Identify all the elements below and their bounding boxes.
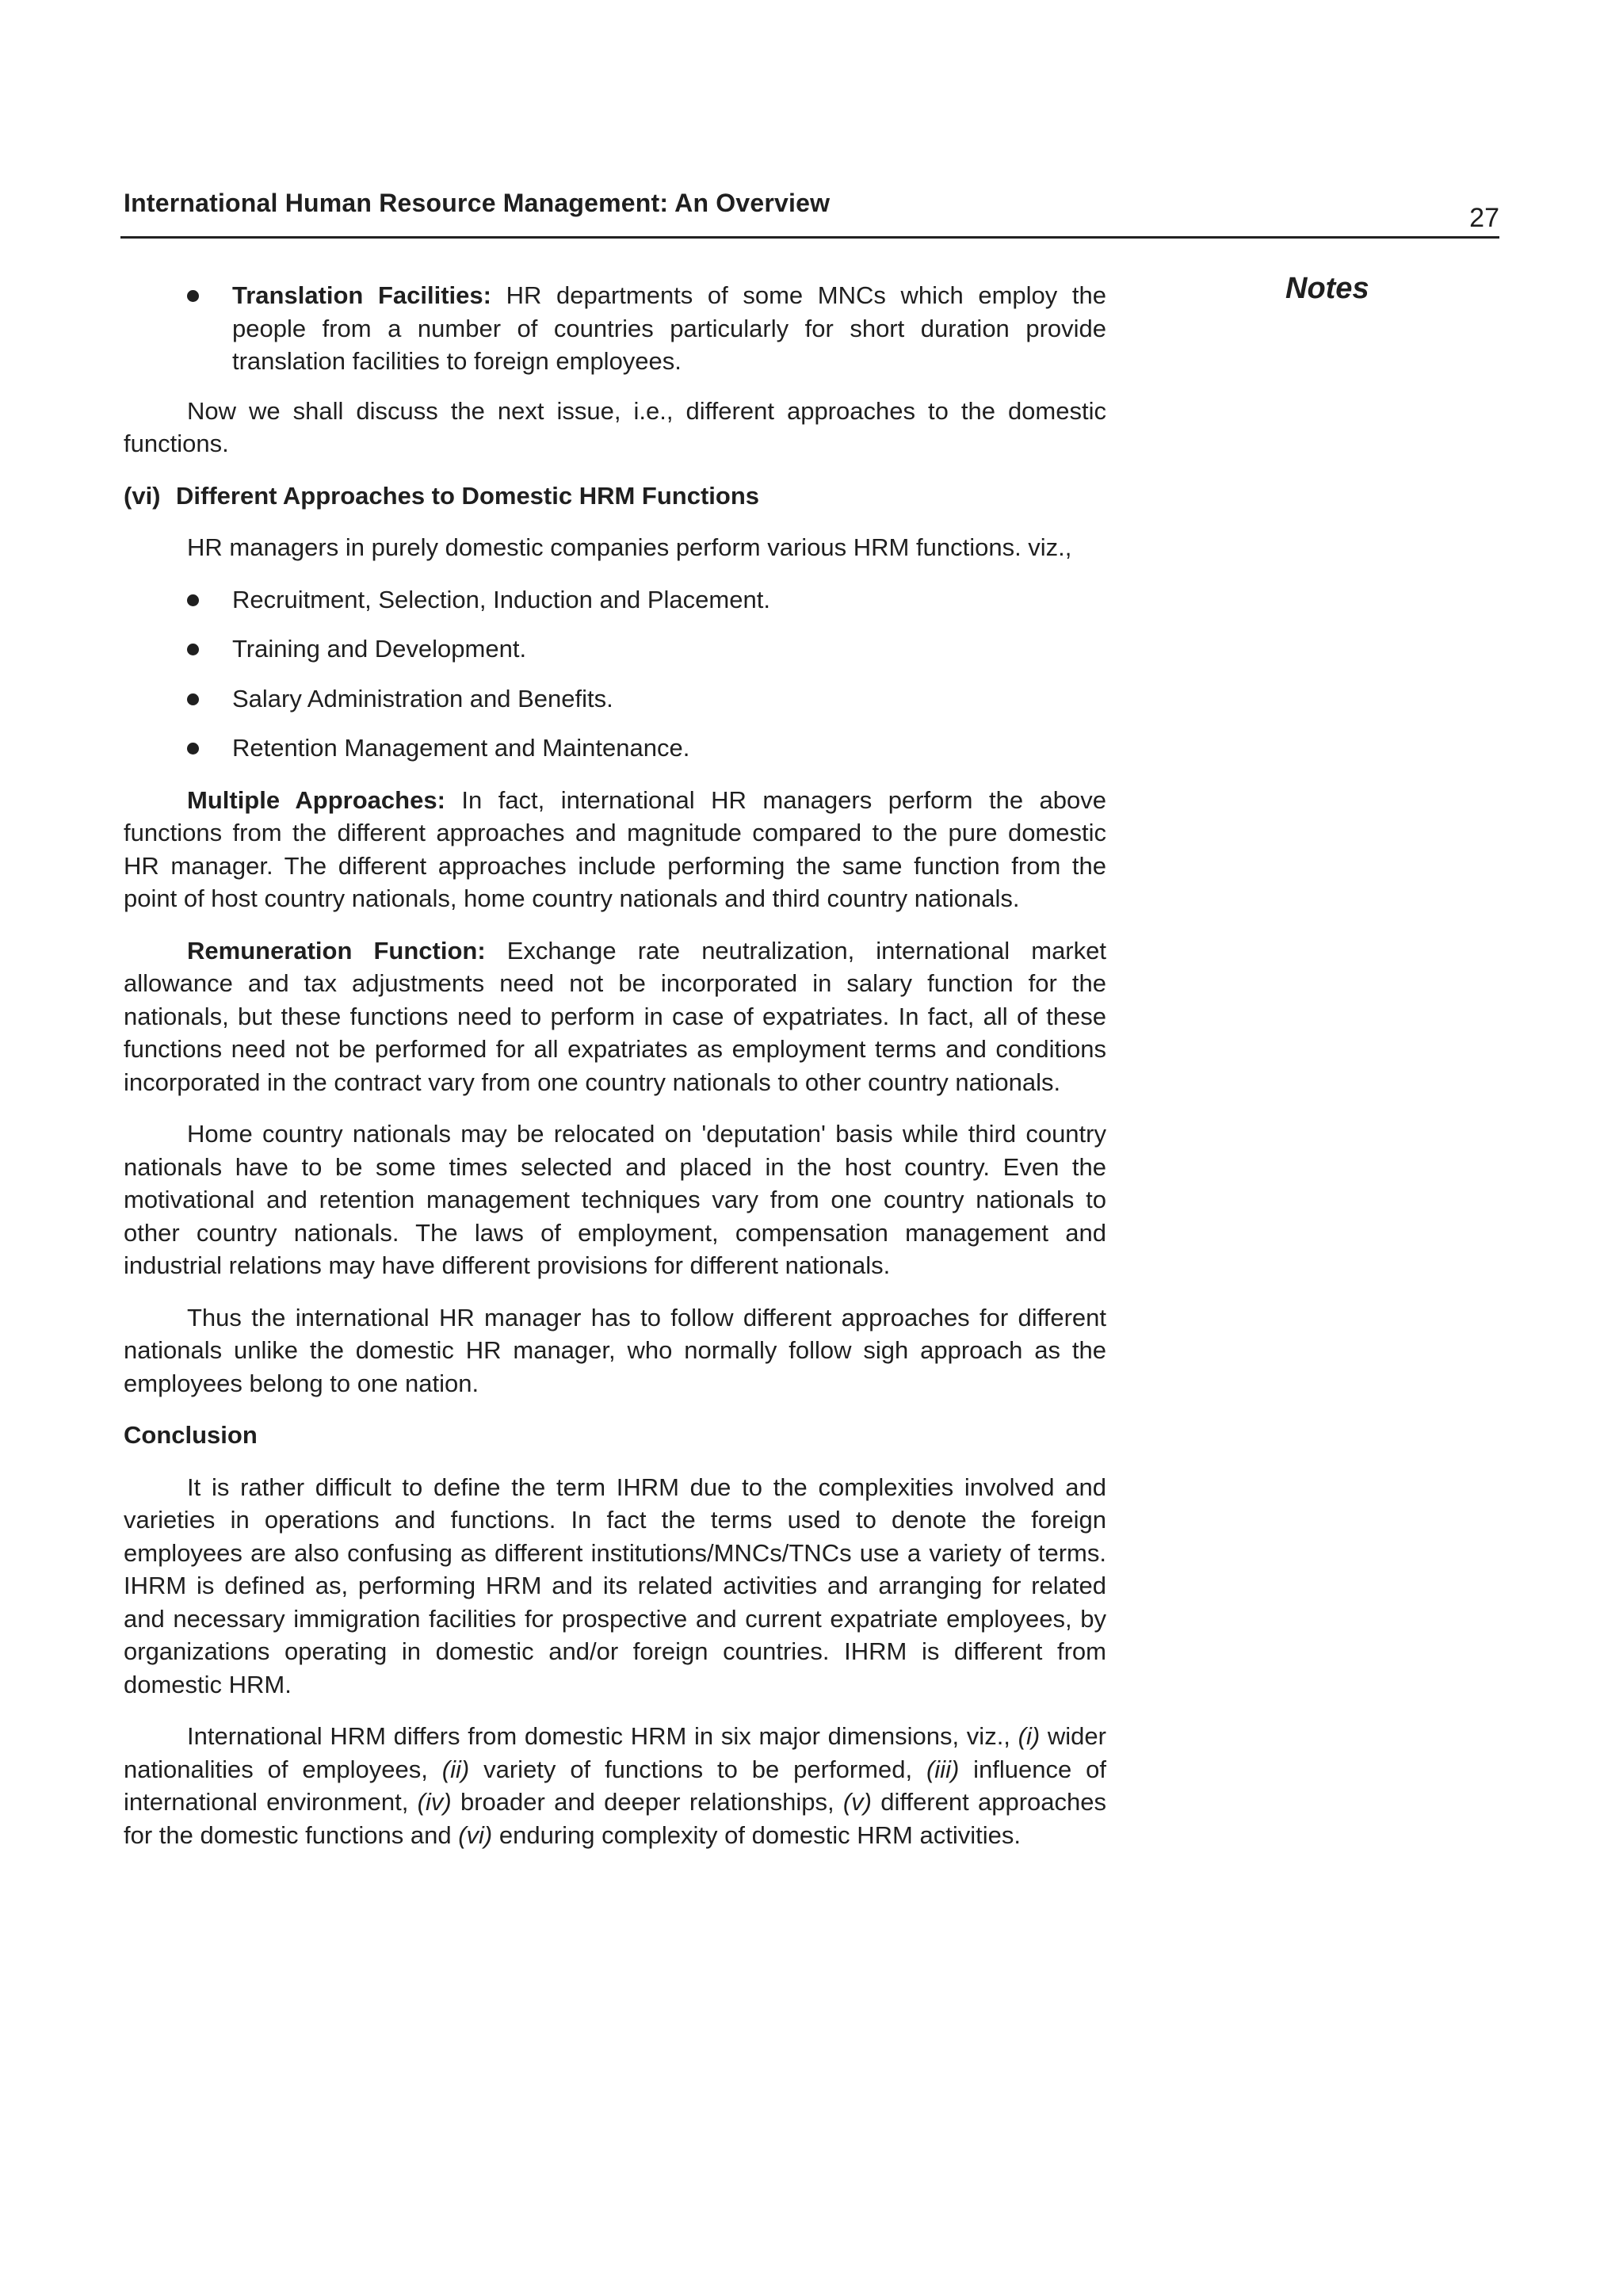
paragraph-multiple-approaches [124,784,1106,915]
bullet-icon [187,594,199,606]
text-run: International HRM differs from domestic HRM in six major dimensions, viz., [187,1722,1018,1750]
section-heading-vi [124,479,1106,513]
page-number: 27 [1469,203,1499,233]
paragraph-text: Exchange rate neutralization, international market allowance and tax adjustments need not be incorporated in salary function for the nationals, but these functions need to perform in case of expatriates. In fact, all of these functions need not be performed for all expatriates as employment terms and conditions incorporated in the contract vary from one country nationals to other country nationals. [124,936,1106,1096]
header-rule [120,236,1499,239]
hrm-functions-list [124,583,1106,765]
list-item-text: Retention Management and Maintenance. [232,734,690,762]
roman-numeral: (i) [1018,1722,1041,1750]
bullet-icon [187,644,199,655]
paragraph-term: Remuneration Function: [187,936,486,965]
text-run: variety of functions to be performed, [469,1755,926,1783]
bullet-icon [187,290,199,302]
bullet-text: HR departments of some MNCs which employ the people from a number of countries particularly for short duration provide translation facilities to foreign employees. [232,281,1106,375]
bullet-term: Translation Facilities: [232,281,491,309]
roman-numeral: (v) [842,1788,872,1816]
text-run: different approaches for the domestic functions and [124,1788,1107,1849]
bullet-icon [187,693,199,705]
list-item-text: Recruitment, Selection, Induction and Placement. [232,585,770,613]
text-run: broader and deeper relationships, [451,1788,843,1816]
list-item-text: Training and Development. [232,635,527,663]
paragraph-thus: Thus the international HR manager has to follow different approaches for different nationals unlike the domestic HR manager, who normally follow sigh approach as the employees belong to one nation. [124,1303,1106,1397]
section-number: (vi) [124,481,161,510]
text-run: influence of international environment, [124,1755,1107,1816]
paragraph-conclusion-2 [124,1720,1106,1851]
roman-numeral: (iii) [926,1755,960,1783]
roman-numeral: (iv) [417,1788,452,1816]
running-title: International Human Resource Management: An Overview [124,189,831,217]
list-item [124,583,1106,617]
paragraph-home-country: Home country nationals may be relocated on 'deputation' basis while third country nationals have to be some times selected and placed in the host country. Even the motivational and retention management techniques vary from one country nationals to other country nationals. The laws of employment, compensation management and industrial relations may have different provisions for different nationals. [124,1120,1106,1279]
translation-facilities-bullet [124,279,1106,378]
section-title: Different Approaches to Domestic HRM Functions [176,481,760,510]
list-item [124,682,1106,716]
text-run: wider nationalities of employees, [124,1722,1106,1783]
paragraph-next-issue: Now we shall discuss the next issue, i.e., different approaches to the domestic functions. [124,396,1106,457]
paragraph-term: Multiple Approaches: [187,785,445,814]
paragraph-remuneration [124,934,1106,1099]
list-item [124,632,1106,666]
notes-margin-label: Notes [1285,272,1369,305]
main-text [124,279,1106,1870]
roman-numeral: (ii) [441,1755,470,1783]
bullet-icon [187,743,199,755]
text-run: enduring complexity of domestic HRM activities. [492,1820,1021,1849]
paragraph-hr-managers: HR managers in purely domestic companies perform various HRM functions. viz., [187,533,1072,561]
paragraph-conclusion-1: It is rather difficult to define the term IHRM due to the complexities involved and varieties in operations and functions. In fact the terms used to denote the foreign employees are also confusing as different institutions/MNCs/TNCs use a variety of terms. IHRM is defined as, performing HRM and its related activities and arranging for related and necessary immigration facilities for prospective and current expatriate employees, by organizations operating in domestic and/or foreign countries. IHRM is different from domestic HRM. [124,1473,1106,1698]
conclusion-heading: Conclusion [124,1421,258,1449]
list-item [124,732,1106,765]
roman-numeral: (vi) [458,1820,493,1849]
list-item-text: Salary Administration and Benefits. [232,684,613,712]
paragraph-text: In fact, international HR managers perform the above functions from the different approaches and magnitude compared to the pure domestic HR manager. The different approaches include performing the same function from the point of host country nationals, home country nationals and third country nationals. [124,785,1106,912]
